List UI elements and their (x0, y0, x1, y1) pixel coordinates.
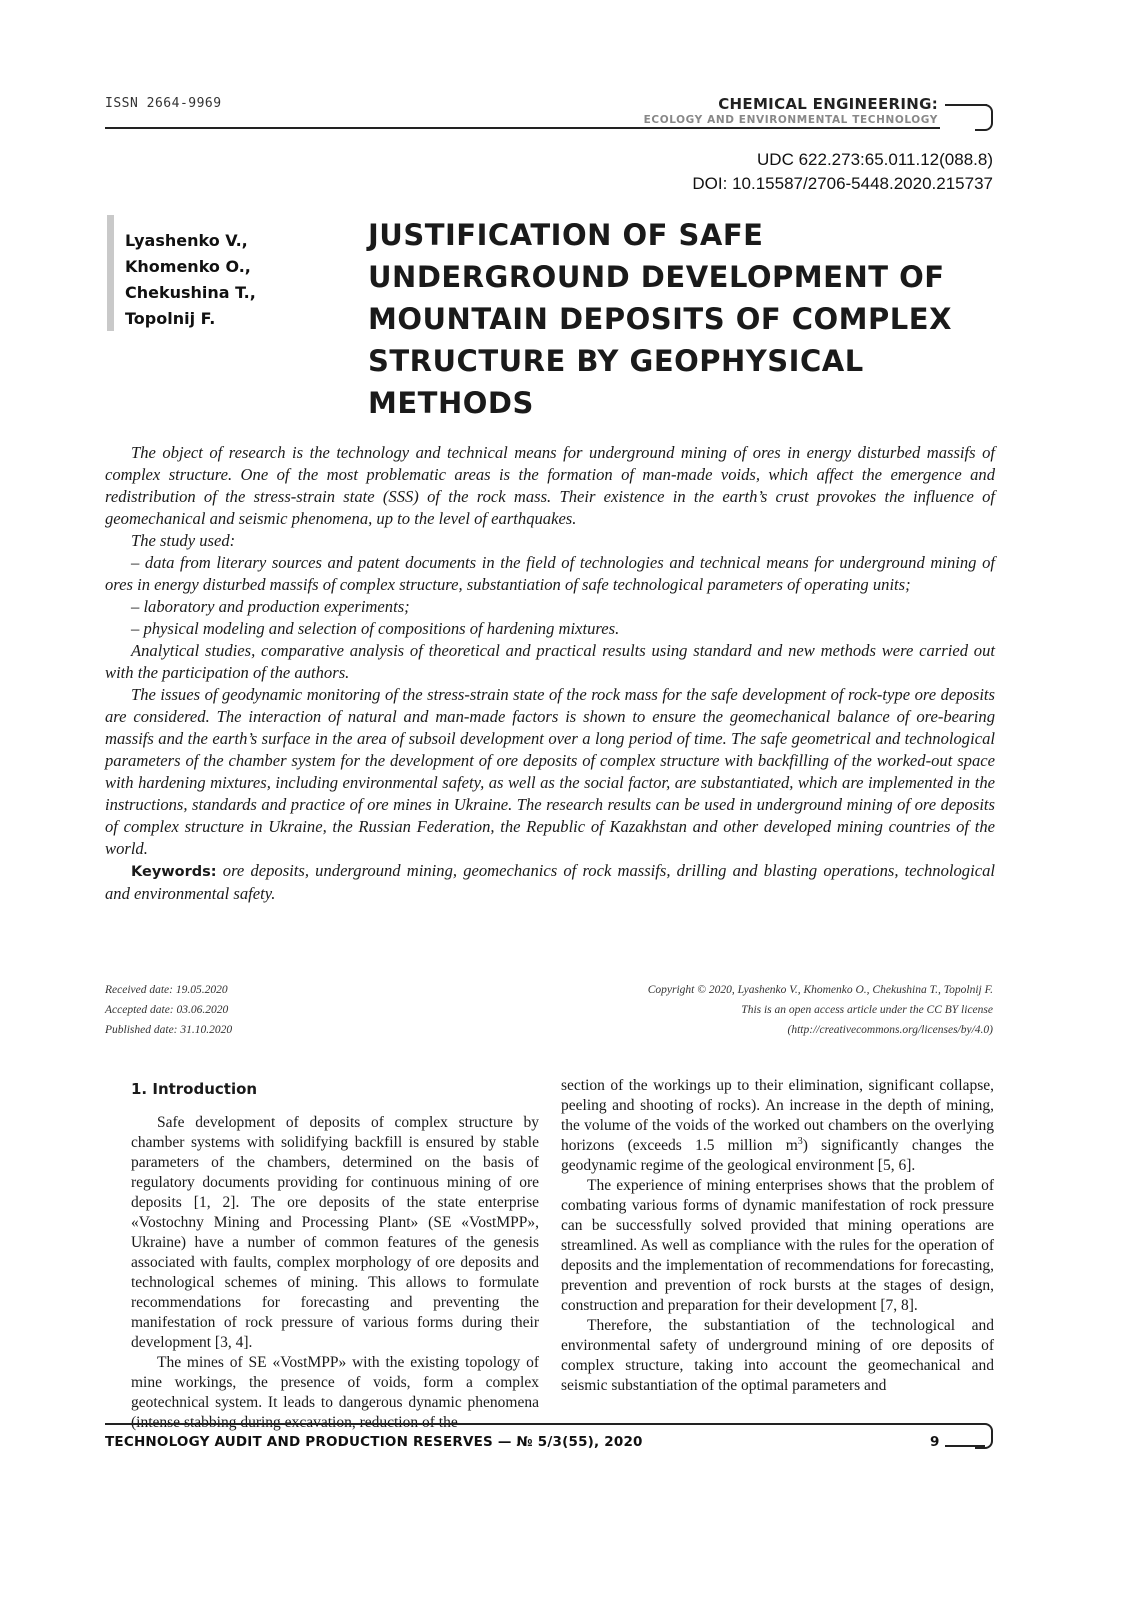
journal-section-subtitle: ECOLOGY AND ENVIRONMENTAL TECHNOLOGY (643, 114, 938, 126)
body-text: ) significantly changes the geodynamic regime of the geological environment [5, 6]. (561, 1137, 994, 1174)
published-date: Published date: 31.10.2020 (105, 1024, 233, 1036)
keywords-label: Keywords: (131, 864, 217, 880)
header-decoration-curve (975, 104, 993, 131)
author-name: Chekushina T., (125, 283, 256, 302)
accepted-date: Accepted date: 03.06.2020 (105, 1004, 229, 1016)
abstract-paragraph: The object of research is the technology and technical means for underground mining of ores in energy disturbed massifs of complex structure. One of the most problematic areas is the formation of man-made voids, which affect the emergence and redistribution of the stress-strain state (SSS) of the rock mass. Their existence in the earth’s crust provokes the influence of geomechanical and seismic phenomena, up to the level of earthquakes. (105, 443, 995, 528)
title-line: UNDERGROUND DEVELOPMENT OF (368, 260, 945, 294)
abstract-paragraph: The issues of geodynamic monitoring of the stress-strain state of the rock mass for the safe development of rock-type ore deposits are considered. The interaction of natural and man-made factors is shown to ensure the geomechanical balance of ore-bearing massifs and the earth’s surface in the area of subsoil development over a long period of time. The safe geometrical and technological parameters of the chamber system for the development of ore deposits of complex structure with backfilling of the worked-out space with hardening mixtures, including environmental safety, as well as the social factor, are substantiated, which are implemented in the instructions, standards and practice of ore mines in Ukraine. The research results can be used in underground mining of ore deposits of complex structure in Ukraine, the Russian Federation, the Republic of Kazakhstan and other developed mining countries of the world. (105, 685, 995, 858)
footer-journal-title: TECHNOLOGY AUDIT AND PRODUCTION RESERVES — № 5/3(55), 2020 (105, 1434, 643, 1450)
license-line: This is an open access article under the CC BY license (741, 1004, 993, 1016)
abstract-list-item: – physical modeling and selection of compositions of hardening mixtures. (131, 619, 620, 638)
author-list (125, 228, 256, 332)
superscript: 3 (797, 1135, 803, 1147)
body-column-left (131, 1075, 539, 1433)
copyright-block (648, 980, 993, 1040)
author-name: Topolnij F. (125, 309, 216, 328)
keywords-text: ore deposits, underground mining, geomechanics of rock massifs, drilling and blasting operations, technological and environmental safety. (105, 861, 995, 903)
body-text: section of the workings up to their elimination, significant collapse, peeling and shooting of rocks). An increase in the depth of mining, the volume of the voids of the worked out chambers on the overlying horizons (exceeds 1.5 million m (561, 1077, 994, 1154)
title-line: MOUNTAIN DEPOSITS OF COMPLEX (368, 302, 952, 336)
issn-label: ISSN 2664-9969 (105, 96, 222, 111)
body-paragraph: Therefore, the substantiation of the technological and environmental safety of underground mining of ore deposits of complex structure, taking into account the geomechanical and seismic substantiation of the optimal parameters and (561, 1317, 994, 1394)
author-name: Lyashenko V., (125, 231, 248, 250)
title-line: STRUCTURE BY GEOPHYSICAL (368, 344, 864, 378)
body-paragraph: The mines of SE «VostMPP» with the existing topology of mine workings, the presence of voids, form a complex geotechnical system. It leads to dangerous dynamic phenomena (131, 1354, 539, 1411)
section-heading: 1. Introduction (131, 1080, 258, 1098)
license-link[interactable]: (http://creativecommons.org/licenses/by/4.0) (787, 1024, 993, 1036)
footer-decoration-line (945, 1445, 985, 1447)
title-line: JUSTIFICATION OF SAFE (368, 218, 764, 252)
body-paragraph: The experience of mining enterprises shows that the problem of combating various forms of dynamic manifestation of rock pressure can be successfully solved provided that mining operations are streamlined. As well as compliance with the rules for the operation of deposits and the implementation of recommendations for forecasting, prevention and prevention of rock bursts at the stages of design, construction and preparation for their development [7, 8]. (561, 1177, 994, 1314)
copyright-line: Copyright © 2020, Lyashenko V., Khomenko O., Chekushina T., Topolnij F. (647, 984, 993, 996)
page-number: 9 (930, 1434, 940, 1450)
footer-rule (105, 1423, 985, 1425)
article-title (368, 214, 988, 424)
received-date: Received date: 19.05.2020 (105, 984, 228, 996)
body-paragraph-continued (561, 1076, 994, 1176)
abstract (105, 442, 995, 905)
body-column-right (561, 1076, 994, 1396)
doi-link[interactable]: DOI: 10.15587/2706-5448.2020.215737 (692, 174, 993, 193)
header-rule (105, 127, 940, 129)
title-line: METHODS (368, 386, 534, 420)
abstract-paragraph: The study used: (131, 531, 236, 550)
abstract-paragraph: Analytical studies, comparative analysis of theoretical and practical results using standard and new methods were carried out with the participation of the authors. (105, 641, 995, 682)
journal-section-title: CHEMICAL ENGINEERING: (718, 95, 938, 113)
author-name: Khomenko O., (125, 257, 251, 276)
abstract-list-item: – data from literary sources and patent documents in the field of technologies and technical means for underground mining of ores in energy disturbed massifs of complex structure, substantiation of safe technological parameters of operating units; (105, 553, 995, 594)
authors-accent-bar (107, 215, 114, 331)
keywords (105, 860, 995, 905)
body-paragraph: Safe development of deposits of complex structure by chamber systems with solidifying backfill is ensured by stable parameters of the chambers, determined on the basis of regulatory documents providing for continuous mining of ore deposits [1, 2]. The ore deposits of the state enterprise «Vostochny Mining and Processing Plant» (SE «VostMPP», Ukraine) have a number of common features of the genesis associated with faults, complex morphology of ore deposits and technological schemes of mining. This allows to formulate recommendations for forecasting and preventing the manifestation of rock pressure of various forms during their development [3, 4]. (131, 1114, 539, 1351)
article-dates (105, 980, 232, 1040)
abstract-list-item: – laboratory and production experiments; (131, 597, 410, 616)
udc-code: UDC 622.273:65.011.12(088.8) (757, 150, 993, 169)
